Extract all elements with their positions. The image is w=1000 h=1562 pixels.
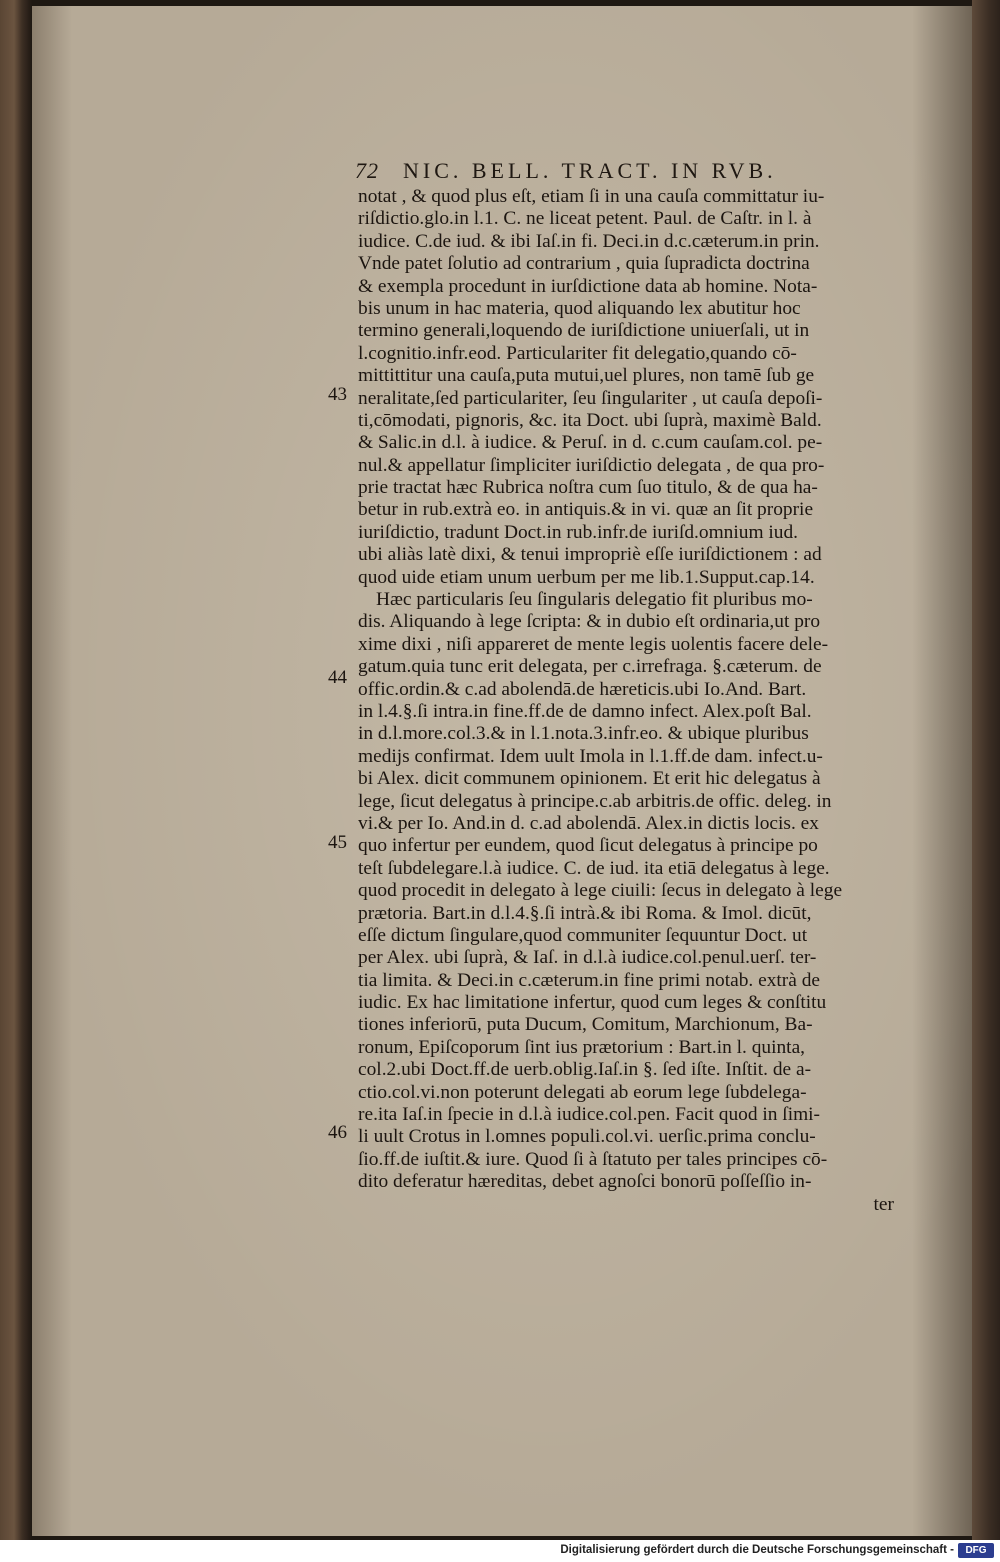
text-line: prie tractat hæc Rubrica noſtra cum ſuo titulo, & de qua ha- xyxy=(358,477,818,499)
text-line: termino generali,loquendo de iuriſdictione uniuerſali, ut in xyxy=(358,320,810,342)
text-line: prætoria. Bart.in d.l.4.§.ſi intrà.& ibi Roma. & Imol. dicūt, xyxy=(358,902,812,924)
text-line: lege, ſicut delegatus à principe.c.ab arbitris.de offic. deleg. in xyxy=(358,790,832,812)
text-line: mittittitur una cauſa,puta mutui,uel plures, non tamē ſub ge xyxy=(358,365,815,387)
text-line: quod uide etiam unum uerbum per me lib.1.Supput.cap.14. xyxy=(358,566,815,588)
text-line: tia limita. & Deci.in c.cæterum.in fine primi notab. extrà de xyxy=(358,969,821,991)
page-header xyxy=(355,158,875,186)
text-line: quod procedit in delegato à lege ciuili: ſecus in delegato à lege xyxy=(358,880,843,902)
text-line: bis unum in hac materia, quod aliquando lex abutitur hoc xyxy=(358,297,801,319)
text-line: per Alex. ubi ſuprà, & Iaſ. in d.l.à iudice.col.penul.uerſ. ter- xyxy=(358,947,817,969)
text-line: vi.& per Io. And.in d. c.ad abolendā. Alex.in dictis locis. ex xyxy=(358,812,819,834)
margin-number: 45 xyxy=(328,832,347,853)
text-line: betur in rub.extrà eo. in antiquis.& in vi. quæ an ſit proprie xyxy=(358,499,814,521)
margin-number: 46 xyxy=(328,1122,347,1143)
text-line: ctio.col.vi.non poterunt delegati ab eorum lege ſubdelega- xyxy=(358,1081,807,1103)
dfg-logo: DFG xyxy=(958,1543,994,1558)
text-line: li uult Crotus in l.omnes populi.col.vi. uerſic.prima conclu- xyxy=(358,1126,816,1148)
margin-number: 43 xyxy=(328,384,347,405)
text-line: medijs confirmat. Idem uult Imola in l.1.ff.de dam. infect.u- xyxy=(358,745,823,767)
text-line: notat , & quod plus eſt, etiam ſi in una cauſa committatur iu- xyxy=(358,186,825,207)
text-line: in d.l.more.col.3.& in l.1.nota.3.infr.eo. & ubique pluribus xyxy=(358,723,809,745)
text-line: ti,cōmodati, pignoris, &c. ita Doct. ubi ſuprà, maximè Bald. xyxy=(358,409,822,431)
funding-notice: Digitalisierung gefördert durch die Deutsche Forschungsgemeinschaft - xyxy=(560,1544,954,1556)
text-line: ubi aliàs latè dixi, & tenui impropriè eſſe iuriſdictionem : ad xyxy=(358,544,822,566)
text-line: iudic. Ex hac limitatione infertur, quod cum leges & conſtitu xyxy=(358,992,827,1014)
text-line: Vnde patet ſolutio ad contrarium , quia ſupradicta doctrina xyxy=(358,253,810,275)
book-edge xyxy=(972,0,1000,1540)
text-line: riſdictio.glo.in l.1. C. ne liceat petent. Paul. de Caſtr. in l. à xyxy=(358,208,812,230)
text-line: l.cognitio.infr.eod. Particulariter fit delegatio,quando cō- xyxy=(358,342,797,364)
text-line: re.ita Iaſ.in ſpecie in d.l.à iudice.col.pen. Facit quod in ſimi- xyxy=(358,1104,821,1126)
text-line: & exempla procedunt in iurſdictione data ab homine. Nota- xyxy=(358,275,818,297)
text-line: & Salic.in d.l. à iudice. & Peruſ. in d. c.cum cauſam.col. pe- xyxy=(358,432,823,454)
text-line: Hæc particularis ſeu ſingularis delegatio fit pluribus mo- xyxy=(376,589,813,611)
footer-bar xyxy=(0,1540,1000,1562)
text-line: nul.& appellatur ſimpliciter iuriſdictio delegata , de qua pro- xyxy=(358,454,825,476)
text-line: bi Alex. dicit communem opinionem. Et erit hic delegatus à xyxy=(358,768,821,790)
text-line: ſio.ff.de iuſtit.& iure. Quod ſi à ſtatuto per tales principes cō- xyxy=(358,1148,828,1170)
text-line: xime dixi , niſi appareret de mente legis uolentis facere dele- xyxy=(358,633,829,655)
text-line: gatum.quia tunc erit delegata, per c.irrefraga. §.cæterum. de xyxy=(358,656,822,678)
text-line: neralitate,ſed particulariter, ſeu ſingulariter , ut cauſa depoſi- xyxy=(358,387,823,409)
margin-number: 44 xyxy=(328,667,347,688)
text-line: ronum, Epiſcoporum ſint ius prætorium : Bart.in l. quinta, xyxy=(358,1036,806,1058)
text-line: dis. Aliquando à lege ſcripta: & in dubio eſt ordinaria,ut pro xyxy=(358,611,821,633)
body-text xyxy=(358,186,898,1216)
text-line: offic.ordin.& c.ad abolendā.de hæreticis.ubi Io.And. Bart. xyxy=(358,678,807,700)
folio-number: 72 xyxy=(355,158,379,183)
text-line: col.2.ubi Doct.ff.de uerb.oblig.Iaſ.in §. ſed iſte. Inſtit. de a- xyxy=(358,1059,812,1081)
text-line: in l.4.§.ſi intra.in fine.ff.de de damno infect. Alex.poſt Bal. xyxy=(358,700,812,722)
text-line: dito deferatur hæreditas, debet agnoſci bonorū poſſeſſio in- xyxy=(358,1171,812,1193)
text-line: eſſe dictum ſingulare,quod communiter ſequuntur Doct. ut xyxy=(358,924,808,946)
text-line: iuriſdictio, tradunt Doct.in rub.infr.de iuriſd.omnium iud. xyxy=(358,521,799,543)
running-title: NIC. BELL. TRACT. IN RVB. xyxy=(403,158,777,183)
text-line: teſt ſubdelegare.l.à iudice. C. de iud. ita etiā delegatus à lege. xyxy=(358,857,830,879)
text-line: quo infertur per eundem, quod ſicut delegatus à principe po xyxy=(358,835,818,857)
text-line: iudice. C.de iud. & ibi Iaſ.in fi. Deci.in d.c.cæterum.in prin. xyxy=(358,230,820,252)
catchword: ter xyxy=(873,1193,894,1215)
text-line: tiones inferiorū, puta Ducum, Comitum, Marchionum, Ba- xyxy=(358,1014,813,1036)
